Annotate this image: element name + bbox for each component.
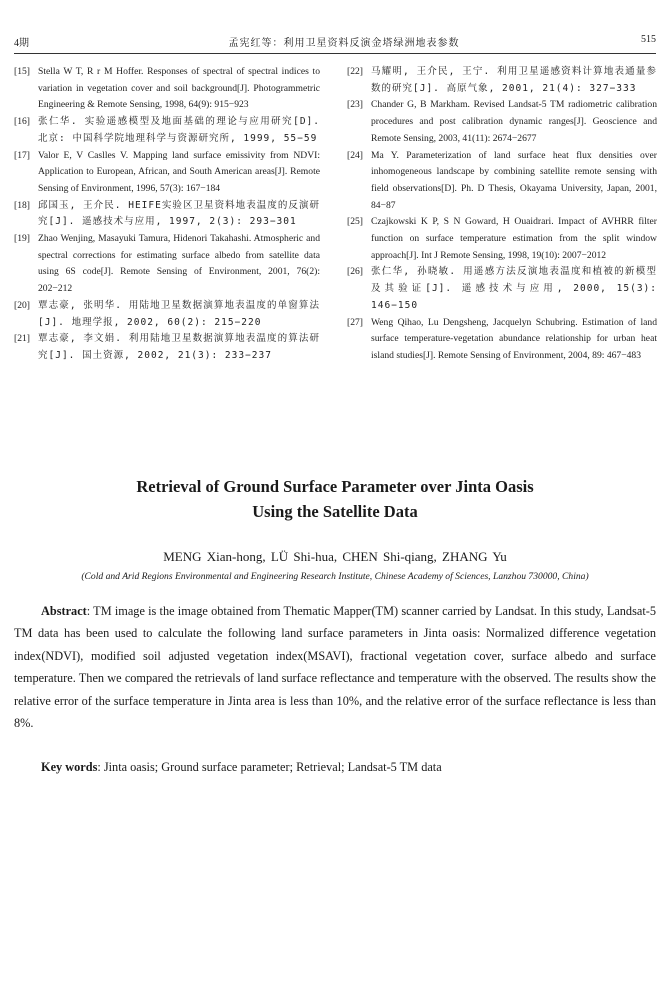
reference-item (14, 64, 320, 114)
page-header (14, 34, 656, 50)
reference-text: Weng Qihao, Lu Dengsheng, Jacquelyn Schubring. Estimation of land surface temperature-vegetation abundance relationship for urban heat island studies[J]. Remote Sensing of Environment, 2004, 89: 467−483 (371, 316, 657, 361)
reference-item (347, 148, 657, 215)
title-line-1: Retrieval of Ground Surface Parameter over Jinta Oasis (136, 477, 534, 496)
reference-text: 覃志豪, 张明华. 用陆地卫星数据演算地表温度的单窗算法[J]. 地理学报, 2002, 60(2): 215−220 (38, 299, 320, 328)
reference-item (14, 198, 320, 231)
reference-text: 覃志豪, 李文娟. 利用陆地卫星数据演算地表温度的算法研究[J]. 国土资源, 2002, 21(3): 233−237 (38, 333, 320, 361)
reference-text: Zhao Wenjing, Masayuki Tamura, Hidenori Takahashi. Atmospheric and spectral corrections for estimating surface albedo from satellite data using 6S code[J]. Remote Sensing of Environment, 2001, 76(2): 202−212 (38, 233, 320, 295)
reference-number: [24] (347, 149, 363, 161)
reference-item (347, 315, 657, 365)
page-number: 515 (641, 34, 656, 45)
references-right-column (347, 64, 657, 365)
reference-text: 张仁华. 实验遥感模型及地面基础的理论与应用研究[D]. 北京: 中国科学院地理科学与资源研究所, 1999, 55−59 (38, 116, 320, 144)
abstract-label: Abstract (41, 604, 87, 618)
reference-number: [20] (14, 299, 30, 311)
reference-number: [21] (14, 333, 30, 345)
paper-title (0, 474, 670, 524)
references-left-column (14, 64, 320, 365)
reference-number: [23] (347, 99, 363, 111)
issue-number: 4期 (14, 38, 29, 49)
keywords (41, 760, 442, 775)
reference-item (347, 214, 657, 264)
abstract (14, 600, 656, 734)
reference-number: [25] (347, 216, 363, 228)
reference-text: Valor E, V Caslles V. Mapping land surface emissivity from NDVI: Application to European, African, and South American areas[J]. Remote Sensing of Environment, 1996, 57(3): 167−184 (38, 149, 320, 194)
reference-number: [16] (14, 116, 30, 128)
reference-number: [19] (14, 233, 30, 245)
reference-item (347, 264, 657, 314)
keywords-text: : Jinta oasis; Ground surface parameter; Retrieval; Landsat-5 TM data (97, 760, 442, 774)
reference-item (14, 331, 320, 364)
reference-number: [22] (347, 66, 363, 77)
reference-text: Ma Y. Parameterization of land surface heat flux densities over inhomogeneous landscape by combining satellite remote sensing with field observations[D]. Ph. D Thesis, Okayama University, Japan, 2001, 84−87 (371, 149, 657, 211)
reference-number: [27] (347, 316, 363, 328)
reference-text: Czajkowski K P, S N Goward, H Ouaidrari. Impact of AVHRR filter function on surface temperature estimation from the split window approach[J]. Int J Remote Sensing, 1998, 19(10): 2007−2012 (371, 216, 657, 261)
reference-number: [26] (347, 266, 363, 278)
reference-number: [18] (14, 199, 30, 211)
abstract-text: : TM image is the image obtained from Thematic Mapper(TM) scanner carried by Landsat. In this study, Landsat-5 TM data has been used to calculate the following land surface parameters in Jinta oasis: Normalized difference vegetation index(NDVI), modified soil adjusted vegetation index(MSAVI), fractional vegetation cover, surface albedo and surface temperature. Then we compared the retrievals of land surface reflectance and temperature with the observed. The results show the relative error of the surface temperature in Jinta area is less than 10%, and the relative error of the surface reflectance is less than 8%. (14, 604, 656, 731)
reference-item (347, 64, 657, 97)
reference-item (14, 148, 320, 198)
reference-text: Chander G, B Markham. Revised Landsat-5 TM radiometric calibration procedures and post calibration dynamic ranges[J]. Geoscience and Remote Sensing, 2003, 41(11): 2674−2677 (371, 99, 657, 144)
reference-item (347, 97, 657, 147)
reference-number: [15] (14, 66, 30, 77)
reference-item (14, 231, 320, 298)
author-list: MENG Xian-hong, LÜ Shi-hua, CHEN Shi-qiang, ZHANG Yu (163, 549, 507, 564)
reference-item (14, 114, 320, 147)
reference-text: 马耀明, 王介民, 王宁. 利用卫星遥感资料计算地表通量参数的研究[J]. 高原气象, 2001, 21(4): 327−333 (371, 66, 657, 94)
reference-item (14, 298, 320, 331)
reference-text: 邱国玉, 王介民. HEIFE实验区卫星资料地表温度的反演研究[J]. 遥感技术与应用, 1997, 2(3): 293−301 (38, 199, 320, 228)
reference-text: 张仁华, 孙晓敏. 用遥感方法反演地表温度和植被的新模型及其验证[J]. 遥感技术与应用, 2000, 15(3): 146−150 (371, 266, 657, 311)
reference-number: [17] (14, 149, 30, 161)
keywords-label: Key words (41, 760, 98, 774)
running-title: 孟宪红等：利用卫星资料反演金塔绿洲地表参数 (228, 38, 460, 49)
header-rule (14, 53, 656, 54)
affiliation: (Cold and Arid Regions Environmental and Engineering Research Institute, Chinese Academy of Sciences, Lanzhou 730000, China) (81, 571, 589, 582)
reference-text: Stella W T, R r M Hoffer. Responses of spectral of spectral indices to variation in vegetation cover and soil background[J]. Photogrammetric Engineering & Remote Sensing, 1998, 64(9): 915−923 (38, 66, 320, 111)
title-line-2: Using the Satellite Data (252, 502, 418, 521)
